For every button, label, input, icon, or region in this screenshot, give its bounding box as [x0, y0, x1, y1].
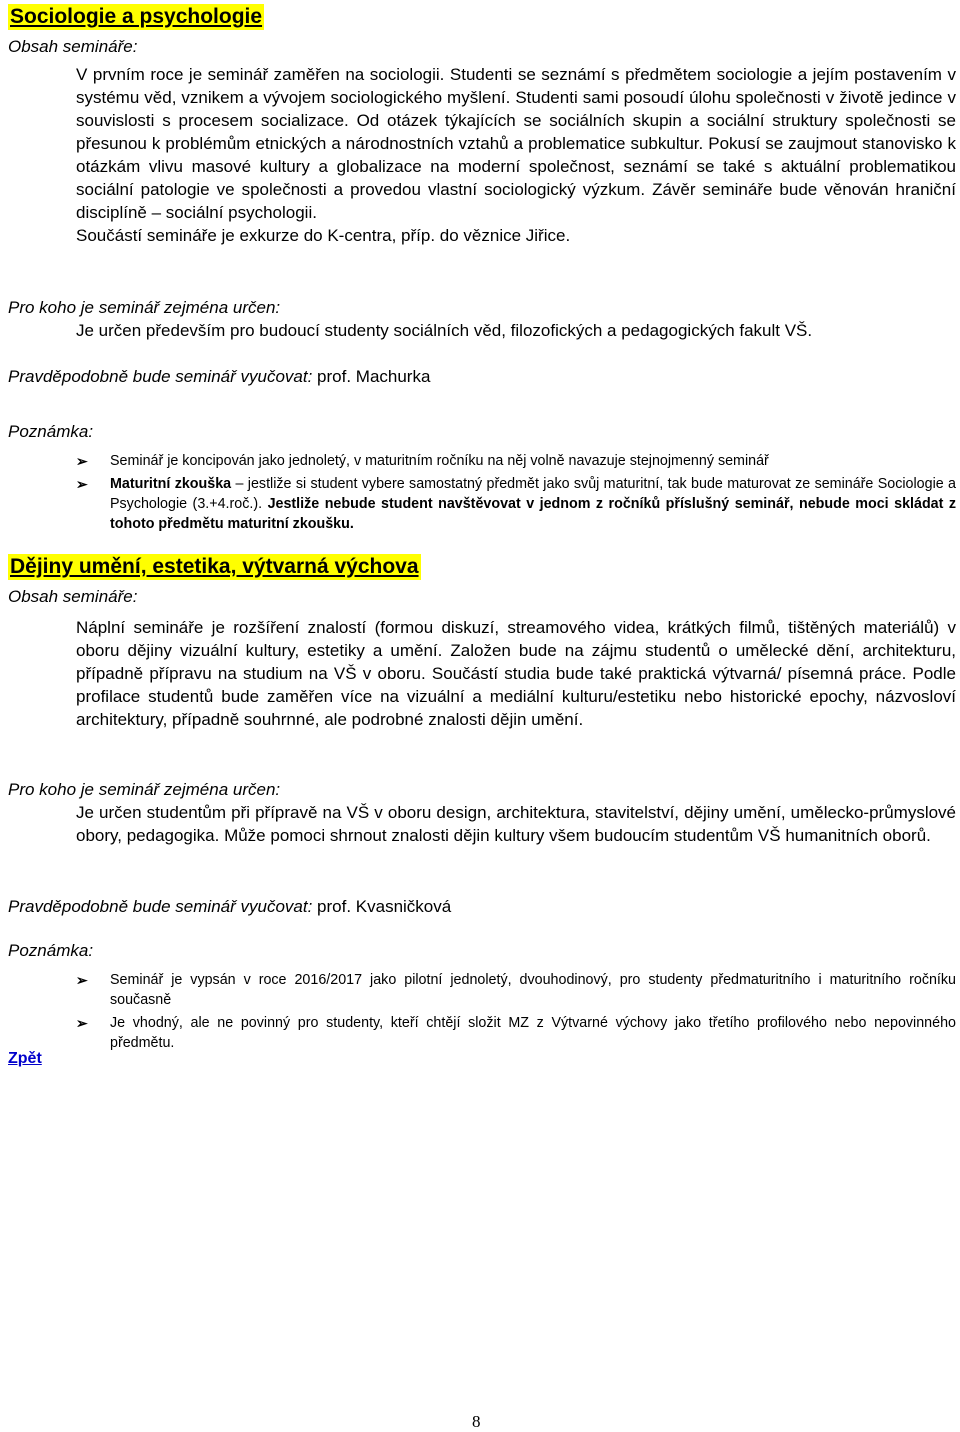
- target-block: [8, 801, 958, 847]
- target-label: Pro koho je seminář zejména určen:: [8, 298, 281, 317]
- note-bold: Maturitní zkouška: [110, 476, 232, 492]
- arrow-bullet-icon: ➢: [76, 1015, 88, 1031]
- content-paragraph: Náplní semináře je rozšíření znalostí (formou diskuzí, streamového videa, krátkých filmů, tištěných materiálů) v oboru dějiny vizuální kultury, estetiky a umění. Založen bude na zájmu studentů o umělecké dění, architekturu, případně přípravu na studium na VŠ v oboru. Součástí studia bude také praktická výtvarná/ písemná práce. Podle profilace studentů bude zaměřen více na vizuální a mediální kulturu/estetiku nebo historické epochy, názvosloví architektury, případně souhrnné, ale podrobné znalosti dějin umění.: [76, 618, 956, 729]
- arrow-bullet-icon: ➢: [76, 453, 88, 469]
- teacher-name: prof. Machurka: [317, 367, 431, 386]
- note-bold-warning: Jestliže nebude student navštěvovat v jednom z ročníků příslušný seminář, nebude moci skládat z tohoto předmětu maturitní zkoušku.: [110, 496, 957, 532]
- content-text: [8, 63, 958, 247]
- arrow-bullet-icon: ➢: [76, 476, 88, 492]
- note-item: [76, 474, 956, 534]
- note-item: [76, 451, 956, 471]
- notes-list: [8, 970, 958, 1053]
- section-title: Dějiny umění, estetika, výtvarná výchova: [10, 555, 419, 578]
- note-text: Seminář je vypsán v roce 2016/2017 jako pilotní jednoletý, dvouhodinový, pro studenty předmaturitního i maturitního ročníku současně: [110, 972, 956, 1008]
- teacher-label: Pravděpodobně bude seminář vyučovat:: [8, 897, 313, 916]
- arrow-bullet-icon: ➢: [76, 972, 88, 988]
- teacher-line: [8, 895, 958, 918]
- teacher-line: [8, 365, 958, 388]
- back-link-row: [8, 1048, 958, 1068]
- notes-list: [8, 451, 958, 534]
- target-text: Je určen především pro budoucí studenty sociálních věd, filozofických a pedagogických fakult VŠ.: [76, 321, 813, 340]
- note-text: – jestliže si student vybere samostatný předmět jako svůj maturitní, tak bude maturovat ze semináře Sociologie a Psychologie (3.+4.roč.).: [110, 476, 957, 512]
- target-text: Je určen studentům při přípravě na VŠ v oboru design, architektura, stavitelství, dějiny umění, umělecko-průmyslové obory, pedagogika. Může pomoci shrnout znalosti dějin kultury všem budoucím studentům VŠ humanitních oborů.: [76, 803, 956, 845]
- content-label: Obsah semináře:: [8, 37, 138, 56]
- target-label: Pro koho je seminář zejména určen:: [8, 780, 281, 799]
- note-text: Seminář je koncipován jako jednoletý, v maturitním ročníku na něj volně navazuje stejnojmenný seminář: [110, 453, 769, 469]
- content-label: Obsah semináře:: [8, 587, 138, 606]
- section-title: Sociologie a psychologie: [10, 5, 263, 28]
- target-block: [8, 319, 958, 342]
- content-paragraph-excursion: Součástí semináře je exkurze do K-centra, příp. do věznice Jiřice.: [76, 226, 571, 245]
- content-paragraph: V prvním roce je seminář zaměřen na sociologii. Studenti se seznámí s předmětem sociologie a jejím postavením v systému věd, vznikem a vývojem sociologického myšlení. Studenti sami posoudí úlohu společnosti v životě jedince v souvislosti s procesem socializace. Od otázek týkajících se sociálních skupin a sociální struktury společnosti se přesunou k problémům etnických a národnostních vztahů a problematice subkultur. Pokusí se zaujmout stanovisko k otázkám vlivu masové kultury a globalizace na moderní společnost, seznámí se také s aktuální problematikou sociální patologie ve společnosti a provedou vlastní sociologický výzkum. Závěr semináře bude věnován hraniční disciplíně – sociální psychologii.: [76, 65, 956, 222]
- page-number: 8: [472, 1412, 481, 1431]
- note-item: [76, 970, 956, 1010]
- back-link[interactable]: Zpět: [8, 1050, 42, 1067]
- note-label: Poznámka:: [8, 422, 94, 441]
- note-text: Je vhodný, ale ne povinný pro studenty, kteří chtějí složit MZ z Výtvarné výchovy jako třetího profilového nebo nepovinného předmětu.: [110, 1015, 956, 1051]
- note-item: [76, 1013, 956, 1053]
- teacher-label: Pravděpodobně bude seminář vyučovat:: [8, 367, 313, 386]
- content-text: [8, 616, 958, 731]
- teacher-name: prof. Kvasničková: [317, 897, 452, 916]
- section-dejiny-umeni: [8, 554, 958, 580]
- section-sociologie: [8, 4, 958, 30]
- note-label: Poznámka:: [8, 941, 94, 960]
